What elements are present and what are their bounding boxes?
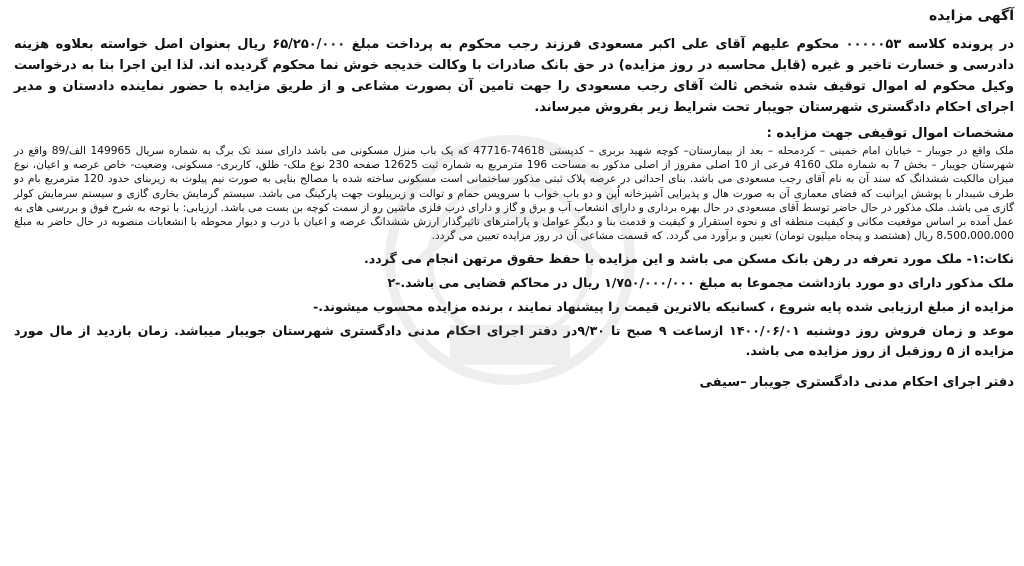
case-introduction: در پرونده کلاسه ۰۰۰۰۰۵۳ محکوم علیهم آقای علی اکبر مسعودی فرزند رجب محکوم به پرداخت مبلغ ۶۵/۲۵۰/۰۰۰ ریال بعنوان اصل خواسته بعلاوه هزینه دادرسی و خسارت تاخیر و غیره (قابل محاسبه در روز مزایده) در حق بانک صادرات با وکالت خدیجه خوش نما محکوم گردیده اند. لذا این اجرا بنا به درخواست وکیل محکوم له اموال توقیف شده شخص ثالث آقای رجب مسعودی را جهت تامین آن بصورت مشاعی و از طریق مزایده با حضور نماینده دادستان و مدیر اجرای احکام دادگستری شهرستان جویبار تحت شرایط زیر بفروش میرساند. xyxy=(14,37,1015,115)
notice-title: آگهی مزایده xyxy=(928,8,1014,24)
note-item: مزایده از مبلغ ارزیابی شده پایه شروع ، کسانیکه بالاترین قیمت را پیشنهاد نمایند ، برنده مزایده محسوب میشوند.- xyxy=(313,299,1014,315)
issuer-signature: دفتر اجرای احکام مدنی دادگستری جویبار –سیفی xyxy=(699,375,1014,391)
note-item: ملک مذکور دارای دو مورد بازداشت مجموعا به مبلغ ۱/۷۵۰/۰۰۰/۰۰۰ ریال در محاکم قضایی می باشد.-۲ xyxy=(387,275,1014,291)
note-item: موعد و زمان فروش روز دوشنبه ۱۴۰۰/۰۶/۰۱ ازساعت ۹ صبح تا ۹/۳۰در دفتر اجرای احکام مدنی دادگستری شهرستان جویبار میباشد. زمان بازدید از مال مورد مزایده از ۵ روزقبل از روز مزایده می باشد. xyxy=(14,323,1014,359)
notes-list xyxy=(14,249,1014,361)
note-item: نکات:۱- ملک مورد تعرفه در رهن بانک مسکن می باشد و این مزایده با حفظ حقوق مرتهن انجام می گردد. xyxy=(364,251,1014,267)
property-description: ملک واقع در جویبار – خیابان امام خمینی – کردمحله – بعد از بیمارستان– کوچه شهید بربری – کدپستی 74618-47716 که یک باب منزل مسکونی می باشد دارای سند تک برگ به شماره سریال 149965 الف/89 واقع در شهرستان جویبار – بخش 7 به شماره ملک 4160 فرعی از 10 اصلی مفروز از اصلی مذکور به مساحت 196 مترمربع به شماره ثبت 12625 صفحه 230 نوع ملک- طلق، کاربری- مسکونی، وضعیت- خاص عرصه و اعیان، نوع میزان مالکیت ششدانگ که سند آن به نام آقای رجب مسعودی می باشد. بنای احداثی در عرصه پلاک ثبتی مذکور ساختمانی است مسکونی ساخته شده با مصالح بنایی به صورت نیم پیلوت به زیربنای حدود 120 مترمربع بام دو طرف شیبدار با پوشش ایرانیت که فضای معماری آن به صورت هال و پذیرایی آشپزخانه اُپن و دو باب خواب با سرویس حمام و توالت و زیرپیلوت جهت پارکینگ می باشد. سیستم گرمایش بخاری گازی و سیستم سرمایش کولر گازی می باشد. ملک مذکور در حال حاضر توسط آقای مسعودی در حال بهره برداری و دارای انشعاب آب و برق و گاز و دارای درب فلزی ماشین رو از سمت کوچه بن بست می باشد. ارزیابی: با توجه به شرح فوق و بررسی های به عمل آمده بر اساس موقعیت مکانی و کیفیت منطقه ای و نحوه استقرار و کیفیت و قدمت بنا و دیگر عوامل و پارامترهای تاثیرگذار ارزش ششدانگ عرصه و اعیان با درب و دیوار محوطه با انشعابات منصوبه در حال حاضر به مبلغ 8،500،000،000 ریال (هشتصد و پنجاه میلیون تومان) تعیین و برآورد می گردد. که قسمت مشاعی آن در روز مزایده تعیین می گردد. xyxy=(14,145,1014,243)
property-specs-heading: مشخصات اموال توقیفی جهت مزایده : xyxy=(766,126,1014,141)
